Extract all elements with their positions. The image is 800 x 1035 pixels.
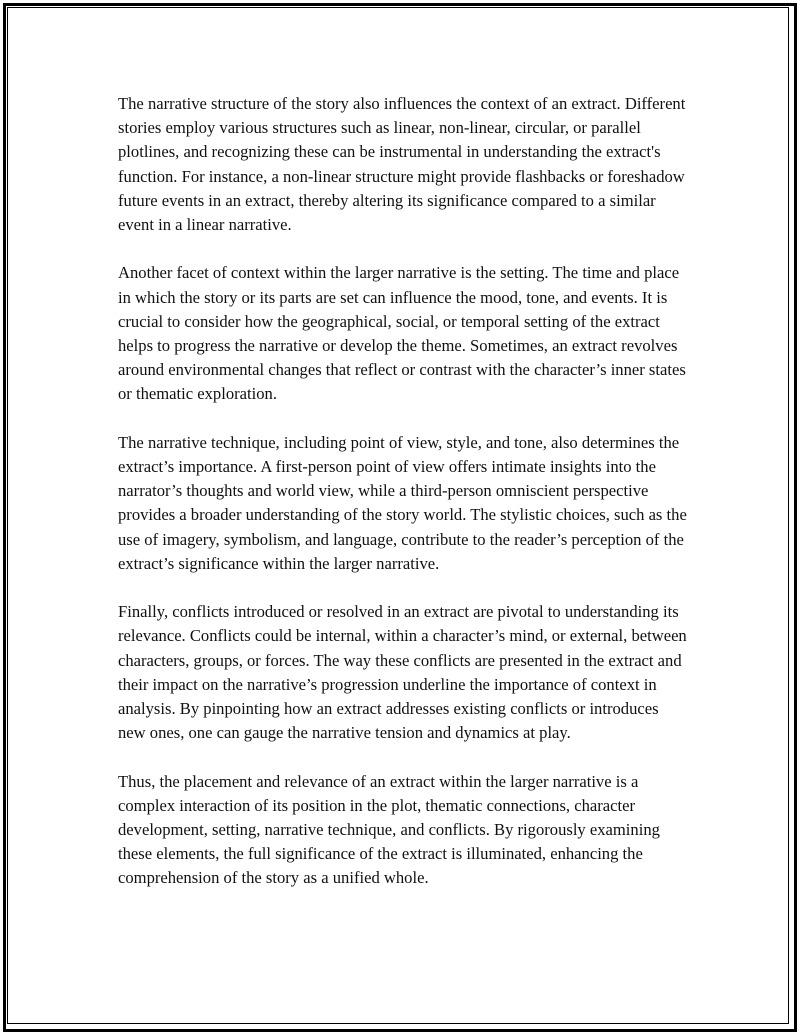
paragraph-conclusion: Thus, the placement and relevance of an extract within the larger narrative is a complex interaction of its position in the plot, thematic connections, character development, setting, narrative technique, and conflicts. By rigorously examining these elements, the full significance of the extract is illuminated, enhancing the comprehension of the story as a unified whole. (118, 771, 660, 888)
paragraph-conflicts: Finally, conflicts introduced or resolved in an extract are pivotal to understanding its relevance. Conflicts could be internal, within a character’s mind, or external, between characters, groups, or forces. The way these conflicts are presented in the extract and their impact on the narrative’s progression underline the importance of context in analysis. By pinpointing how an extract addresses existing conflicts or introduces new ones, one can gauge the narrative tension and dynamics at play. (118, 602, 687, 743)
paragraph-narrative-technique: The narrative technique, including point of view, style, and tone, also determines the extract’s importance. A first-person point of view offers intimate insights into the narrator’s thoughts and world view, while a third-person omniscient perspective provides a broader understanding of the story world. The stylistic choices, such as the use of imagery, symbolism, and language, contribute to the reader’s perception of the extract’s significance within the larger narrative. (118, 432, 687, 573)
paragraph-narrative-structure: The narrative structure of the story also influences the context of an extract. Different stories employ various structures such as linear, non-linear, circular, or parallel plotlines, and recognizing these can be instrumental in understanding the extract's function. For instance, a non-linear structure might provide flashbacks or foreshadow future events in an extract, thereby altering its significance compared to a similar event in a linear narrative. (118, 94, 686, 235)
document-body (118, 92, 690, 915)
paragraph-setting: Another facet of context within the larger narrative is the setting. The time and place in which the story or its parts are set can influence the mood, tone, and events. It is crucial to consider how the geographical, social, or temporal setting of the extract helps to progress the narrative or develop the theme. Sometimes, an extract revolves around environmental changes that reflect or contrast with the character’s inner states or thematic exploration. (118, 263, 686, 404)
